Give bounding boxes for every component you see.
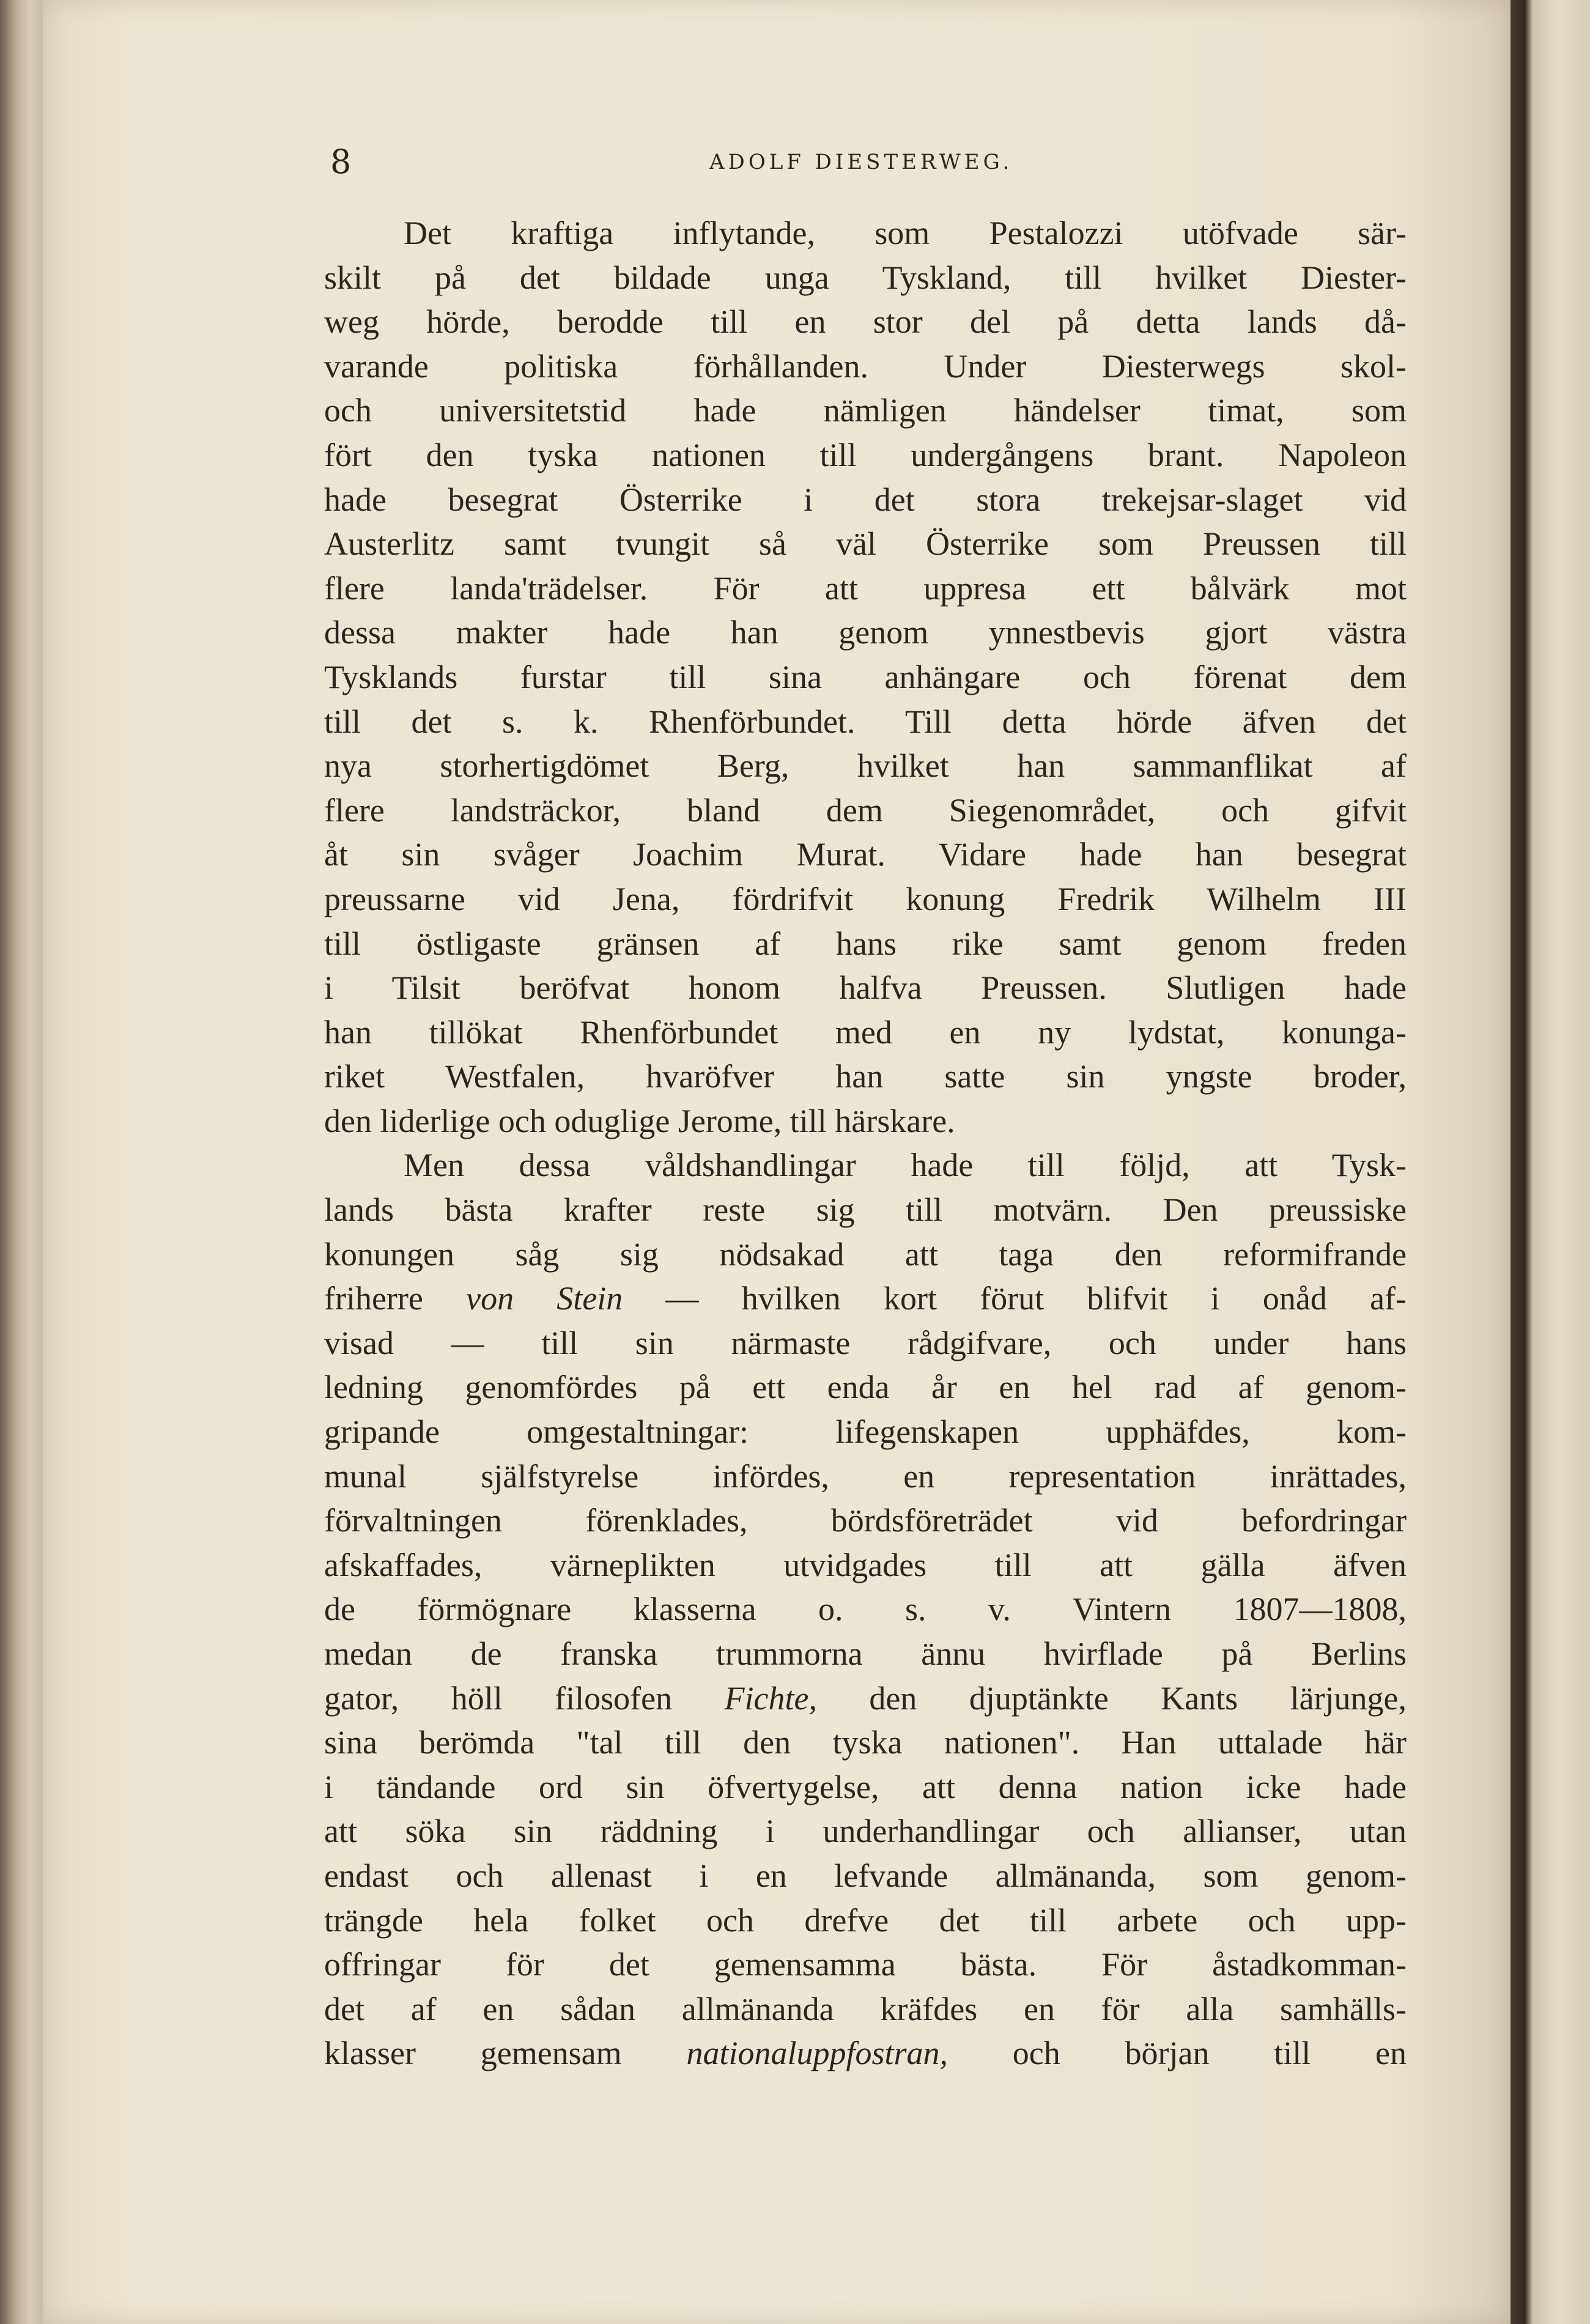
text-line-with-italic bbox=[324, 2031, 1407, 2076]
text-line: lands bästa krafter reste sig till motvärn. Den preussiske bbox=[324, 1191, 1407, 1229]
text-run: och början till en bbox=[1012, 2035, 1407, 2072]
text-line: flere landa'trädelser. För att uppresa ett bålvärk mot bbox=[324, 569, 1407, 607]
italic-name: Fichte, bbox=[724, 1679, 817, 1717]
text-line: gripande omgestaltningar: lifegenskapen upphäfdes, kom- bbox=[324, 1413, 1407, 1451]
text-run: friherre bbox=[324, 1280, 423, 1317]
text-line: offringar för det gemensamma bästa. För åstadkomman- bbox=[324, 1946, 1407, 1983]
body-text bbox=[324, 211, 1407, 2076]
text-line: dessa makter hade han genom ynnestbevis gjort västra bbox=[324, 614, 1407, 651]
text-line: i tändande ord sin öfvertygelse, att denna nation icke hade bbox=[324, 1768, 1407, 1805]
text-line: ledning genomfördes på ett enda år en hel rad af genom- bbox=[324, 1369, 1407, 1406]
italic-term: nationaluppfostran, bbox=[686, 2035, 948, 2072]
text-line: att söka sin räddning i underhandlingar och allianser, utan bbox=[324, 1813, 1407, 1850]
text-line: nya storhertigdömet Berg, hvilket han sammanflikat af bbox=[324, 747, 1407, 785]
text-line: varande politiska förhållanden. Under Diesterwegs skol- bbox=[324, 347, 1407, 385]
text-line: Det kraftiga inflytande, som Pestalozzi utöfvade sär- bbox=[404, 215, 1407, 251]
facing-page-edge bbox=[1511, 0, 1590, 2324]
text-line: Austerlitz samt tvungit så väl Österrike som Preussen till bbox=[324, 525, 1407, 563]
text-line: sina berömda "tal till den tyska nationen". Han uttalade här bbox=[324, 1724, 1407, 1761]
text-line: Men dessa våldshandlingar hade till följd, att Tysk- bbox=[404, 1147, 1407, 1184]
page-header bbox=[330, 138, 1413, 187]
text-run: — hvilken kort förut blifvit i onåd af- bbox=[665, 1280, 1407, 1317]
text-line: hade besegrat Österrike i det stora trekejsar-slaget vid bbox=[324, 481, 1407, 518]
text-line: preussarne vid Jena, fördrifvit konung Fredrik Wilhelm III bbox=[324, 880, 1407, 917]
text-line: han tillökat Rhenförbundet med en ny lydstat, konunga- bbox=[324, 1013, 1407, 1051]
text-line: de förmögnare klasserna o. s. v. Vintern 1807—1808, bbox=[324, 1591, 1407, 1628]
text-line: det af en sådan allmänanda kräfdes en för alla samhälls- bbox=[324, 1990, 1407, 2027]
text-line-with-italic bbox=[324, 1676, 1407, 1721]
page-number: 8 bbox=[330, 142, 352, 181]
text-line: Tysklands furstar till sina anhängare och förenat dem bbox=[324, 658, 1407, 695]
italic-name: von Stein bbox=[466, 1280, 623, 1317]
text-line: flere landsträckor, bland dem Siegenområdet, och gifvit bbox=[324, 791, 1407, 829]
text-line: skilt på det bildade unga Tyskland, till hvilket Diester- bbox=[324, 259, 1407, 296]
text-line: till östligaste gränsen af hans rike samt genom freden bbox=[324, 925, 1407, 962]
text-line: fört den tyska nationen till undergångens brant. Napoleon bbox=[324, 436, 1407, 473]
text-line: medan de franska trummorna ännu hvirflade på Berlins bbox=[324, 1635, 1407, 1672]
text-line: till det s. k. Rhenförbundet. Till detta hörde äfven det bbox=[324, 703, 1407, 740]
book-binding-edge bbox=[0, 0, 43, 2324]
text-run: gator, höll filosofen bbox=[324, 1679, 673, 1717]
text-line: munal själfstyrelse infördes, en representation inrättades, bbox=[324, 1457, 1407, 1495]
text-line: förvaltningen förenklades, bördsföreträdet vid befordringar bbox=[324, 1502, 1407, 1539]
text-run: klasser gemensam bbox=[324, 2035, 622, 2072]
text-line: trängde hela folket och drefve det till arbete och upp- bbox=[324, 1901, 1407, 1939]
text-line: afskaffades, värneplikten utvidgades till att gälla äfven bbox=[324, 1546, 1407, 1583]
text-line: i Tilsit beröfvat honom halfva Preussen. Slutligen hade bbox=[324, 969, 1407, 1007]
text-line: endast och allenast i en lefvande allmänanda, som genom- bbox=[324, 1857, 1407, 1894]
running-head: ADOLF DIESTERWEG. bbox=[709, 150, 1013, 174]
text-line: weg hörde, berodde till en stor del på detta lands då- bbox=[324, 303, 1407, 341]
text-line-with-italic bbox=[324, 1276, 1407, 1321]
text-line: och universitetstid hade nämligen händelser timat, som bbox=[324, 392, 1407, 429]
text-line: visad — till sin närmaste rådgifvare, och under hans bbox=[324, 1324, 1407, 1361]
text-line: riket Westfalen, hvaröfver han satte sin yngste broder, bbox=[324, 1058, 1407, 1095]
text-line: den liderlige och oduglige Jerome, till härskare. bbox=[324, 1102, 955, 1139]
text-run: den djuptänkte Kants lärjunge, bbox=[869, 1679, 1407, 1717]
text-line: konungen såg sig nödsakad att taga den reformifrande bbox=[324, 1235, 1407, 1273]
text-line: åt sin svåger Joachim Murat. Vidare hade han besegrat bbox=[324, 836, 1407, 873]
